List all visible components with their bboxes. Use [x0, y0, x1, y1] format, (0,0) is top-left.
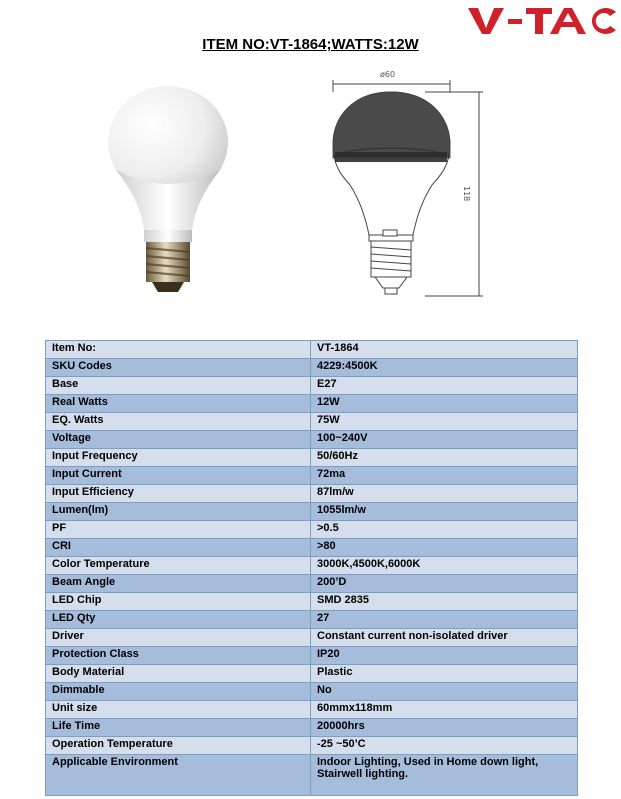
spec-key: Input Efficiency — [46, 485, 311, 503]
spec-row — [46, 755, 578, 796]
spec-row — [46, 449, 578, 467]
spec-row — [46, 467, 578, 485]
spec-row — [46, 665, 578, 683]
spec-key: SKU Codes — [46, 359, 311, 377]
bulb-photo — [100, 80, 235, 305]
spec-row — [46, 485, 578, 503]
spec-row — [46, 629, 578, 647]
spec-value: 20000hrs — [311, 719, 578, 737]
spec-key: Real Watts — [46, 395, 311, 413]
spec-key: Body Material — [46, 665, 311, 683]
spec-value: Indoor Lighting, Used in Home down light, Stairwell lighting. — [311, 755, 578, 796]
spec-key: Life Time — [46, 719, 311, 737]
spec-key: Voltage — [46, 431, 311, 449]
spec-value: >0.5 — [311, 521, 578, 539]
spec-row — [46, 539, 578, 557]
spec-value: Constant current non-isolated driver — [311, 629, 578, 647]
spec-value: 27 — [311, 611, 578, 629]
spec-row — [46, 611, 578, 629]
spec-value: SMD 2835 — [311, 593, 578, 611]
spec-row — [46, 359, 578, 377]
spec-key: Input Frequency — [46, 449, 311, 467]
spec-table — [45, 340, 578, 796]
spec-key: Dimmable — [46, 683, 311, 701]
spec-value: 75W — [311, 413, 578, 431]
spec-row — [46, 737, 578, 755]
spec-value: 12W — [311, 395, 578, 413]
spec-row — [46, 575, 578, 593]
spec-value: 100~240V — [311, 431, 578, 449]
spec-row — [46, 701, 578, 719]
spec-row — [46, 683, 578, 701]
spec-row — [46, 377, 578, 395]
spec-key: Operation Temperature — [46, 737, 311, 755]
spec-row — [46, 431, 578, 449]
spec-row — [46, 557, 578, 575]
spec-key: Input Current — [46, 467, 311, 485]
spec-key: Base — [46, 377, 311, 395]
bulb-dimension-drawing — [325, 70, 500, 300]
spec-value: IP20 — [311, 647, 578, 665]
spec-value: 87lm/w — [311, 485, 578, 503]
spec-row — [46, 719, 578, 737]
diameter-label: ø60 — [380, 70, 396, 79]
spec-row — [46, 521, 578, 539]
spec-value: No — [311, 683, 578, 701]
spec-row — [46, 503, 578, 521]
spec-value: VT-1864 — [311, 341, 578, 359]
spec-value: 4229:4500K — [311, 359, 578, 377]
spec-key: LED Chip — [46, 593, 311, 611]
spec-key: Lumen(lm) — [46, 503, 311, 521]
spec-row — [46, 341, 578, 359]
spec-key: CRI — [46, 539, 311, 557]
vtac-logo — [466, 4, 618, 38]
spec-row — [46, 413, 578, 431]
spec-value: 50/60Hz — [311, 449, 578, 467]
spec-value: 1055lm/w — [311, 503, 578, 521]
spec-key: Beam Angle — [46, 575, 311, 593]
spec-value: 200’D — [311, 575, 578, 593]
spec-value: >80 — [311, 539, 578, 557]
spec-row — [46, 395, 578, 413]
spec-key: Unit size — [46, 701, 311, 719]
height-label: 118 — [462, 186, 471, 202]
spec-key: Item No: — [46, 341, 311, 359]
spec-value: -25 ~50’C — [311, 737, 578, 755]
page-title: ITEM NO:VT-1864;WATTS:12W — [202, 36, 419, 53]
spec-row — [46, 647, 578, 665]
spec-key: Color Temperature — [46, 557, 311, 575]
spec-key: Driver — [46, 629, 311, 647]
spec-key: Protection Class — [46, 647, 311, 665]
spec-value: 60mmx118mm — [311, 701, 578, 719]
spec-key: Applicable Environment — [46, 755, 311, 796]
spec-row — [46, 593, 578, 611]
spec-value: E27 — [311, 377, 578, 395]
spec-value: 3000K,4500K,6000K — [311, 557, 578, 575]
spec-key: LED Qty — [46, 611, 311, 629]
spec-value: 72ma — [311, 467, 578, 485]
spec-key: PF — [46, 521, 311, 539]
spec-value: Plastic — [311, 665, 578, 683]
spec-key: EQ. Watts — [46, 413, 311, 431]
